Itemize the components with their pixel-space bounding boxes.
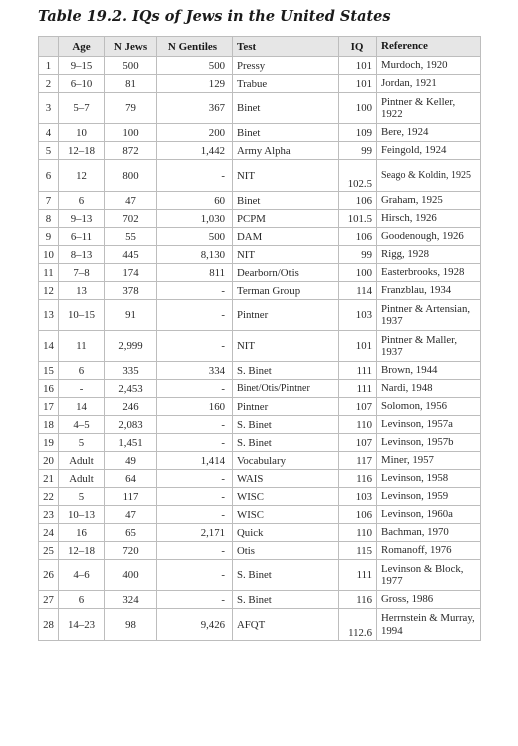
iq-cell: 110 <box>339 416 377 434</box>
row-index: 7 <box>39 192 59 210</box>
test-cell: Pintner <box>233 300 339 331</box>
table-row <box>39 300 481 331</box>
n-gentiles-cell: - <box>157 331 233 362</box>
n-jews-cell: 47 <box>105 506 157 524</box>
iq-cell: 107 <box>339 398 377 416</box>
table-row <box>39 246 481 264</box>
test-cell: Binet <box>233 93 339 124</box>
iq-table <box>38 36 481 641</box>
header-index <box>39 37 59 57</box>
header-reference: Reference <box>377 37 481 57</box>
n-jews-cell: 378 <box>105 282 157 300</box>
iq-cell: 112.6 <box>339 609 377 641</box>
table-row <box>39 560 481 591</box>
table-row <box>39 452 481 470</box>
n-gentiles-cell: - <box>157 160 233 192</box>
row-index: 21 <box>39 470 59 488</box>
row-index: 22 <box>39 488 59 506</box>
n-gentiles-cell: 1,442 <box>157 142 233 160</box>
reference-cell: Herrnstein & Murray, 1994 <box>377 609 481 641</box>
reference-cell: Levinson & Block, 1977 <box>377 560 481 591</box>
row-index: 6 <box>39 160 59 192</box>
n-gentiles-cell: 500 <box>157 228 233 246</box>
table-row <box>39 362 481 380</box>
row-index: 13 <box>39 300 59 331</box>
n-gentiles-cell: - <box>157 416 233 434</box>
n-jews-cell: 445 <box>105 246 157 264</box>
table-title: Table 19.2. IQs of Jews in the United States <box>38 8 391 25</box>
table-row <box>39 282 481 300</box>
table-row <box>39 398 481 416</box>
iq-cell: 101 <box>339 57 377 75</box>
reference-cell: Bachman, 1970 <box>377 524 481 542</box>
table-row <box>39 434 481 452</box>
table-row <box>39 57 481 75</box>
reference-cell: Levinson, 1959 <box>377 488 481 506</box>
n-gentiles-cell: 334 <box>157 362 233 380</box>
table-row <box>39 75 481 93</box>
table-row <box>39 416 481 434</box>
n-jews-cell: 702 <box>105 210 157 228</box>
age-cell: 9–15 <box>59 57 105 75</box>
n-gentiles-cell: 1,030 <box>157 210 233 228</box>
reference-cell: Pintner & Artensian, 1937 <box>377 300 481 331</box>
test-cell: PCPM <box>233 210 339 228</box>
row-index: 5 <box>39 142 59 160</box>
reference-cell: Miner, 1957 <box>377 452 481 470</box>
age-cell: 13 <box>59 282 105 300</box>
test-cell: S. Binet <box>233 362 339 380</box>
reference-cell: Solomon, 1956 <box>377 398 481 416</box>
iq-cell: 117 <box>339 452 377 470</box>
age-cell: 10–15 <box>59 300 105 331</box>
test-cell: S. Binet <box>233 434 339 452</box>
n-gentiles-cell: - <box>157 591 233 609</box>
row-index: 28 <box>39 609 59 641</box>
header-n-jews: N Jews <box>105 37 157 57</box>
age-cell: 5 <box>59 488 105 506</box>
test-cell: S. Binet <box>233 591 339 609</box>
age-cell: 6–10 <box>59 75 105 93</box>
row-index: 14 <box>39 331 59 362</box>
n-gentiles-cell: - <box>157 542 233 560</box>
reference-cell: Nardi, 1948 <box>377 380 481 398</box>
test-cell: Binet <box>233 124 339 142</box>
iq-cell: 109 <box>339 124 377 142</box>
n-jews-cell: 65 <box>105 524 157 542</box>
age-cell: 4–6 <box>59 560 105 591</box>
n-jews-cell: 91 <box>105 300 157 331</box>
iq-cell: 111 <box>339 560 377 591</box>
age-cell: Adult <box>59 452 105 470</box>
test-cell: Otis <box>233 542 339 560</box>
n-jews-cell: 64 <box>105 470 157 488</box>
n-gentiles-cell: 160 <box>157 398 233 416</box>
test-cell: WISC <box>233 488 339 506</box>
table-row <box>39 524 481 542</box>
age-cell: 5–7 <box>59 93 105 124</box>
table-row <box>39 160 481 192</box>
iq-cell: 100 <box>339 264 377 282</box>
n-jews-cell: 2,453 <box>105 380 157 398</box>
n-jews-cell: 1,451 <box>105 434 157 452</box>
table-row <box>39 488 481 506</box>
age-cell: 6 <box>59 362 105 380</box>
iq-cell: 111 <box>339 380 377 398</box>
reference-cell: Franzblau, 1934 <box>377 282 481 300</box>
n-jews-cell: 79 <box>105 93 157 124</box>
iq-cell: 106 <box>339 506 377 524</box>
n-jews-cell: 872 <box>105 142 157 160</box>
header-iq: IQ <box>339 37 377 57</box>
age-cell: 6 <box>59 192 105 210</box>
n-jews-cell: 81 <box>105 75 157 93</box>
age-cell: 9–13 <box>59 210 105 228</box>
n-gentiles-cell: 8,130 <box>157 246 233 264</box>
reference-cell: Levinson, 1957b <box>377 434 481 452</box>
n-jews-cell: 335 <box>105 362 157 380</box>
n-jews-cell: 55 <box>105 228 157 246</box>
table-row <box>39 142 481 160</box>
test-cell: WAIS <box>233 470 339 488</box>
n-jews-cell: 400 <box>105 560 157 591</box>
row-index: 20 <box>39 452 59 470</box>
n-gentiles-cell: 9,426 <box>157 609 233 641</box>
reference-cell: Pintner & Maller, 1937 <box>377 331 481 362</box>
test-cell: Terman Group <box>233 282 339 300</box>
test-cell: Quick <box>233 524 339 542</box>
row-index: 8 <box>39 210 59 228</box>
n-jews-cell: 2,083 <box>105 416 157 434</box>
n-gentiles-cell: 2,171 <box>157 524 233 542</box>
iq-cell: 102.5 <box>339 160 377 192</box>
table-row <box>39 124 481 142</box>
n-jews-cell: 49 <box>105 452 157 470</box>
age-cell: 6–11 <box>59 228 105 246</box>
row-index: 11 <box>39 264 59 282</box>
reference-cell: Goodenough, 1926 <box>377 228 481 246</box>
n-jews-cell: 720 <box>105 542 157 560</box>
reference-cell: Levinson, 1960a <box>377 506 481 524</box>
test-cell: Army Alpha <box>233 142 339 160</box>
row-index: 24 <box>39 524 59 542</box>
age-cell: 7–8 <box>59 264 105 282</box>
reference-cell: Levinson, 1958 <box>377 470 481 488</box>
iq-cell: 111 <box>339 362 377 380</box>
n-gentiles-cell: - <box>157 506 233 524</box>
test-cell: AFQT <box>233 609 339 641</box>
row-index: 12 <box>39 282 59 300</box>
reference-cell: Feingold, 1924 <box>377 142 481 160</box>
test-cell: Dearborn/Otis <box>233 264 339 282</box>
table-row <box>39 264 481 282</box>
reference-cell: Hirsch, 1926 <box>377 210 481 228</box>
reference-cell: Easterbrooks, 1928 <box>377 264 481 282</box>
table-row <box>39 210 481 228</box>
n-gentiles-cell: 811 <box>157 264 233 282</box>
header-age: Age <box>59 37 105 57</box>
header-n-gentiles: N Gentiles <box>157 37 233 57</box>
n-gentiles-cell: 200 <box>157 124 233 142</box>
reference-cell: Rigg, 1928 <box>377 246 481 264</box>
age-cell: 16 <box>59 524 105 542</box>
age-cell: 8–13 <box>59 246 105 264</box>
iq-cell: 114 <box>339 282 377 300</box>
iq-cell: 103 <box>339 488 377 506</box>
iq-cell: 103 <box>339 300 377 331</box>
test-cell: Vocabulary <box>233 452 339 470</box>
reference-cell: Levinson, 1957a <box>377 416 481 434</box>
age-cell: 11 <box>59 331 105 362</box>
test-cell: WISC <box>233 506 339 524</box>
iq-cell: 101.5 <box>339 210 377 228</box>
row-index: 23 <box>39 506 59 524</box>
age-cell: 4–5 <box>59 416 105 434</box>
test-cell: Binet <box>233 192 339 210</box>
row-index: 27 <box>39 591 59 609</box>
table-row <box>39 331 481 362</box>
row-index: 2 <box>39 75 59 93</box>
iq-cell: 100 <box>339 93 377 124</box>
n-gentiles-cell: - <box>157 470 233 488</box>
n-jews-cell: 117 <box>105 488 157 506</box>
n-gentiles-cell: 60 <box>157 192 233 210</box>
age-cell: Adult <box>59 470 105 488</box>
age-cell: 5 <box>59 434 105 452</box>
iq-cell: 99 <box>339 142 377 160</box>
age-cell: 14 <box>59 398 105 416</box>
iq-cell: 99 <box>339 246 377 264</box>
reference-cell: Bere, 1924 <box>377 124 481 142</box>
age-cell: 14–23 <box>59 609 105 641</box>
row-index: 18 <box>39 416 59 434</box>
test-cell: Binet/Otis/Pintner <box>233 380 339 398</box>
age-cell: 12–18 <box>59 142 105 160</box>
test-cell: NIT <box>233 246 339 264</box>
n-gentiles-cell: 500 <box>157 57 233 75</box>
test-cell: NIT <box>233 160 339 192</box>
reference-cell: Pintner & Keller, 1922 <box>377 93 481 124</box>
n-jews-cell: 47 <box>105 192 157 210</box>
test-cell: NIT <box>233 331 339 362</box>
n-jews-cell: 2,999 <box>105 331 157 362</box>
test-cell: S. Binet <box>233 560 339 591</box>
table-row <box>39 506 481 524</box>
table-row <box>39 380 481 398</box>
test-cell: S. Binet <box>233 416 339 434</box>
row-index: 19 <box>39 434 59 452</box>
iq-cell: 107 <box>339 434 377 452</box>
reference-cell: Gross, 1986 <box>377 591 481 609</box>
iq-cell: 116 <box>339 591 377 609</box>
n-jews-cell: 324 <box>105 591 157 609</box>
reference-cell: Jordan, 1921 <box>377 75 481 93</box>
iq-cell: 106 <box>339 192 377 210</box>
row-index: 1 <box>39 57 59 75</box>
row-index: 16 <box>39 380 59 398</box>
age-cell: 6 <box>59 591 105 609</box>
n-gentiles-cell: - <box>157 380 233 398</box>
table-row <box>39 192 481 210</box>
n-gentiles-cell: - <box>157 560 233 591</box>
age-cell: - <box>59 380 105 398</box>
row-index: 9 <box>39 228 59 246</box>
table-row <box>39 470 481 488</box>
iq-cell: 116 <box>339 470 377 488</box>
table-row <box>39 542 481 560</box>
n-gentiles-cell: - <box>157 434 233 452</box>
row-index: 17 <box>39 398 59 416</box>
n-gentiles-cell: 367 <box>157 93 233 124</box>
n-jews-cell: 174 <box>105 264 157 282</box>
reference-cell: Seago & Koldin, 1925 <box>377 160 481 192</box>
age-cell: 10 <box>59 124 105 142</box>
n-gentiles-cell: 1,414 <box>157 452 233 470</box>
iq-cell: 101 <box>339 331 377 362</box>
n-jews-cell: 100 <box>105 124 157 142</box>
row-index: 26 <box>39 560 59 591</box>
iq-cell: 101 <box>339 75 377 93</box>
n-jews-cell: 98 <box>105 609 157 641</box>
iq-cell: 110 <box>339 524 377 542</box>
n-jews-cell: 800 <box>105 160 157 192</box>
iq-cell: 106 <box>339 228 377 246</box>
reference-cell: Brown, 1944 <box>377 362 481 380</box>
header-test: Test <box>233 37 339 57</box>
n-gentiles-cell: - <box>157 488 233 506</box>
reference-cell: Romanoff, 1976 <box>377 542 481 560</box>
row-index: 10 <box>39 246 59 264</box>
header-row <box>39 37 481 57</box>
row-index: 4 <box>39 124 59 142</box>
row-index: 3 <box>39 93 59 124</box>
iq-cell: 115 <box>339 542 377 560</box>
n-jews-cell: 246 <box>105 398 157 416</box>
reference-cell: Graham, 1925 <box>377 192 481 210</box>
reference-cell: Murdoch, 1920 <box>377 57 481 75</box>
table-row <box>39 591 481 609</box>
table-row <box>39 228 481 246</box>
age-cell: 12–18 <box>59 542 105 560</box>
n-gentiles-cell: 129 <box>157 75 233 93</box>
table-row <box>39 93 481 124</box>
row-index: 15 <box>39 362 59 380</box>
test-cell: Trabue <box>233 75 339 93</box>
test-cell: Pressy <box>233 57 339 75</box>
table-row <box>39 609 481 641</box>
age-cell: 10–13 <box>59 506 105 524</box>
n-gentiles-cell: - <box>157 282 233 300</box>
age-cell: 12 <box>59 160 105 192</box>
n-jews-cell: 500 <box>105 57 157 75</box>
test-cell: Pintner <box>233 398 339 416</box>
n-gentiles-cell: - <box>157 300 233 331</box>
row-index: 25 <box>39 542 59 560</box>
test-cell: DAM <box>233 228 339 246</box>
